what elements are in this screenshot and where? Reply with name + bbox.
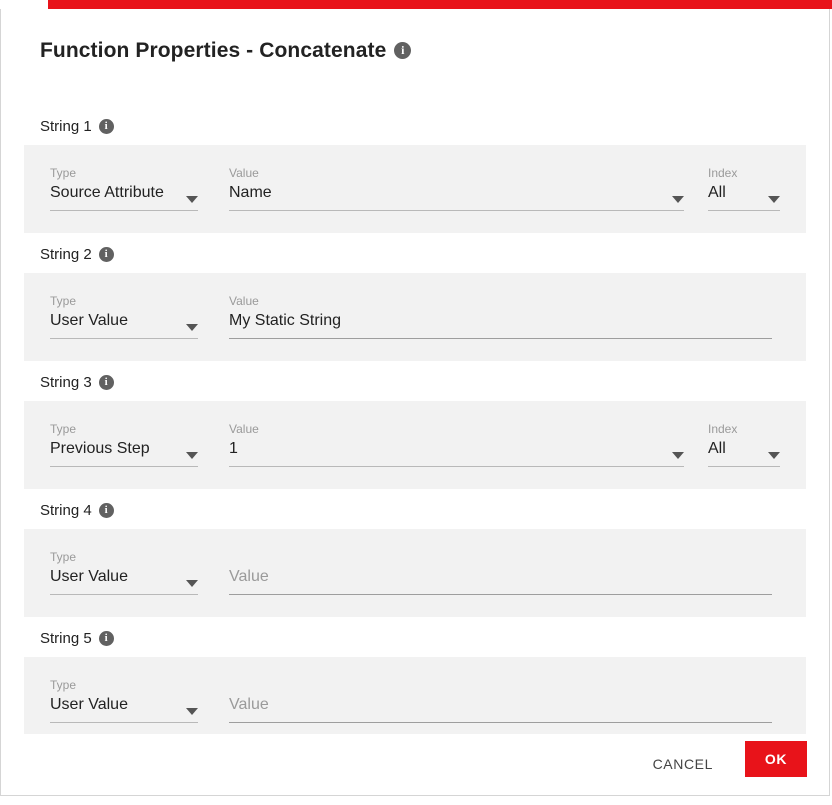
- info-icon[interactable]: i: [99, 503, 114, 518]
- cancel-button[interactable]: CANCEL: [647, 748, 719, 780]
- dialog-footer: [1, 734, 829, 795]
- value-placeholder: Value: [229, 694, 772, 723]
- value-label: Value: [229, 422, 259, 436]
- string-groups-list: [1, 105, 829, 735]
- chevron-down-icon: [768, 196, 780, 203]
- group-label-text: String 5: [40, 630, 92, 647]
- group-label-text: String 4: [40, 502, 92, 519]
- value-label: Value: [229, 166, 259, 180]
- string-row: [24, 657, 806, 735]
- value-placeholder: Value: [229, 566, 772, 595]
- type-value: Previous Step: [50, 438, 198, 467]
- type-label: Type: [50, 166, 77, 180]
- info-icon[interactable]: i: [99, 119, 114, 134]
- group-label: [1, 233, 829, 273]
- value-input[interactable]: [229, 678, 772, 723]
- string-row: [24, 145, 806, 233]
- bottom-strip: [0, 796, 832, 805]
- index-value: All: [708, 182, 780, 211]
- type-value: Source Attribute: [50, 182, 198, 211]
- type-select[interactable]: [50, 678, 198, 723]
- value-input[interactable]: [229, 550, 772, 595]
- group-label-text: String 1: [40, 118, 92, 135]
- group-label: [1, 105, 829, 145]
- string-row: [24, 273, 806, 361]
- index-label: Index: [708, 422, 738, 436]
- group-label-text: String 3: [40, 374, 92, 391]
- info-icon[interactable]: i: [99, 631, 114, 646]
- info-icon[interactable]: i: [394, 42, 411, 59]
- value-input[interactable]: [229, 294, 772, 339]
- chevron-down-icon: [186, 196, 198, 203]
- type-value: User Value: [50, 694, 198, 723]
- index-value: All: [708, 438, 780, 467]
- index-select[interactable]: [708, 422, 780, 467]
- string-row: [24, 529, 806, 617]
- chevron-down-icon: [186, 452, 198, 459]
- chevron-down-icon: [768, 452, 780, 459]
- string-row: [24, 401, 806, 489]
- value-text: My Static String: [229, 310, 772, 339]
- dialog-title-text: Function Properties - Concatenate: [40, 39, 387, 62]
- type-select[interactable]: [50, 422, 198, 467]
- app-accent-bar: [0, 0, 832, 9]
- string-group: [1, 233, 829, 361]
- index-select[interactable]: [708, 166, 780, 211]
- string-group: [1, 617, 829, 735]
- type-label: Type: [50, 294, 77, 308]
- chevron-down-icon: [186, 324, 198, 331]
- dialog-title: [40, 39, 411, 63]
- chevron-down-icon: [672, 452, 684, 459]
- value-select[interactable]: [229, 422, 684, 467]
- type-label: Type: [50, 678, 77, 692]
- chevron-down-icon: [672, 196, 684, 203]
- info-icon[interactable]: i: [99, 247, 114, 262]
- type-value: User Value: [50, 310, 198, 339]
- type-value: User Value: [50, 566, 198, 595]
- index-label: Index: [708, 166, 738, 180]
- accent-bar-gap: [0, 0, 48, 9]
- string-group: [1, 361, 829, 489]
- value-value: Name: [229, 182, 684, 211]
- string-group: [1, 105, 829, 233]
- ok-button[interactable]: OK: [745, 741, 807, 777]
- group-label-text: String 2: [40, 246, 92, 263]
- chevron-down-icon: [186, 708, 198, 715]
- string-group: [1, 489, 829, 617]
- info-icon[interactable]: i: [99, 375, 114, 390]
- value-select[interactable]: [229, 166, 684, 211]
- type-select[interactable]: [50, 550, 198, 595]
- type-select[interactable]: [50, 294, 198, 339]
- function-properties-dialog: [0, 9, 830, 796]
- chevron-down-icon: [186, 580, 198, 587]
- type-label: Type: [50, 422, 77, 436]
- value-label: Value: [229, 294, 259, 308]
- group-label: [1, 361, 829, 401]
- value-value: 1: [229, 438, 684, 467]
- type-label: Type: [50, 550, 77, 564]
- type-select[interactable]: [50, 166, 198, 211]
- group-label: [1, 617, 829, 657]
- group-label: [1, 489, 829, 529]
